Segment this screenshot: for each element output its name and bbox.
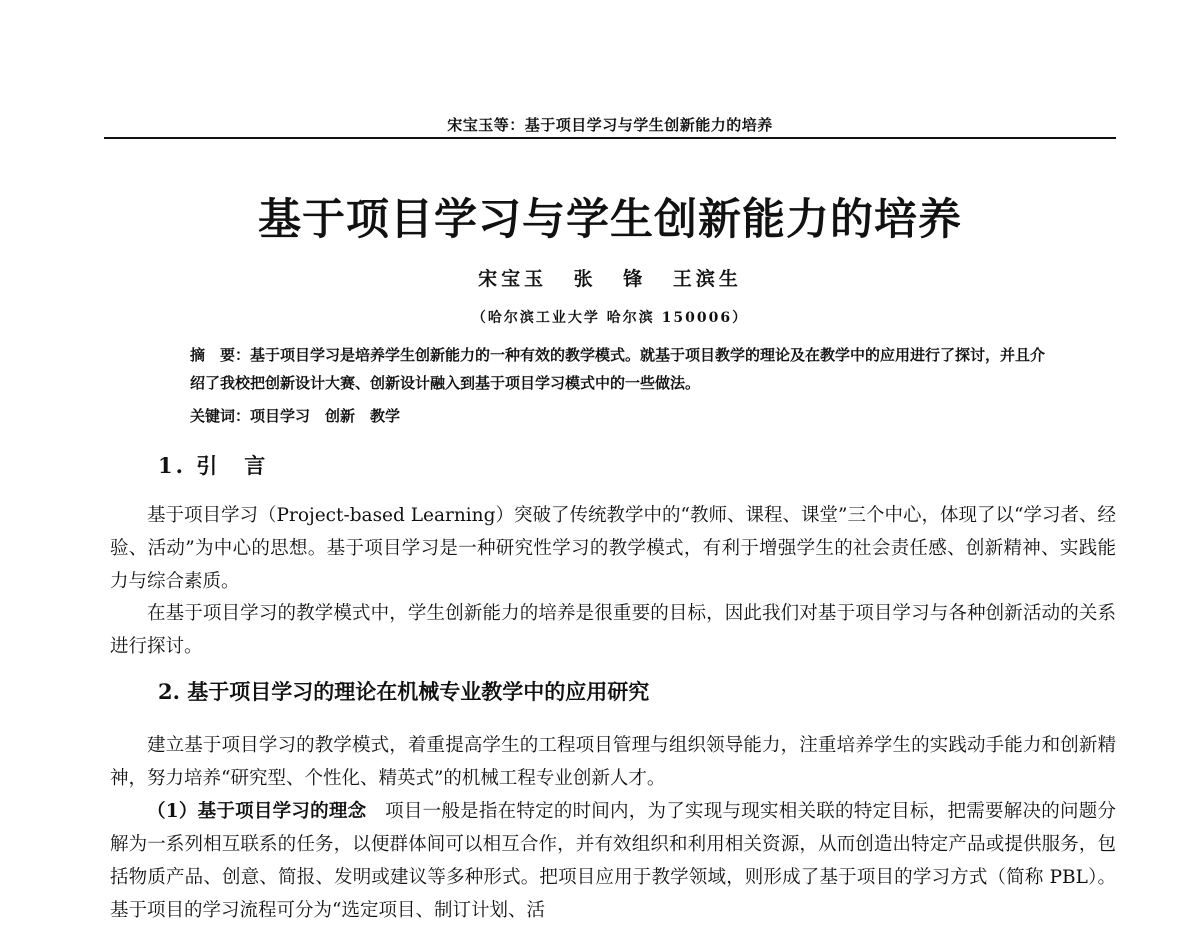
- section-heading-application: 2. 基于项目学习的理论在机械专业教学中的应用研究: [158, 679, 650, 704]
- author-list: 宋宝玉 张 锋 王滨生: [478, 268, 742, 290]
- affiliation: （哈尔滨工业大学 哈尔滨 150006）: [471, 310, 749, 326]
- body-paragraph: 建立基于项目学习的教学模式，着重提高学生的工程项目管理与组织领导能力，注重培养学生的实践动手能力和创新精神，努力培养“研究型、个性化、精英式”的机械工程专业创新人才。: [110, 735, 1116, 789]
- body-paragraph: 在基于项目学习的教学模式中，学生创新能力的培养是很重要的目标，因此我们对基于项目学习与各种创新活动的关系进行探讨。: [110, 603, 1116, 657]
- running-head: 宋宝玉等：基于项目学习与学生创新能力的培养: [447, 116, 773, 134]
- body-paragraph: 基于项目学习（Project-based Learning）突破了传统教学中的“教师、课程、课堂”三个中心，体现了以“学习者、经验、活动”为中心的思想。基于项目学习是一种研究性学习的教学模式，有利于增强学生的社会责任感、创新精神、实践能力与综合素质。: [110, 505, 1116, 592]
- abstract-text: 基于项目学习是培养学生创新能力的一种有效的教学模式。就基于项目教学的理论及在教学中的应用进行了探讨，并且介绍了我校把创新设计大赛、创新设计融入到基于项目学习模式中的一些做法。: [190, 346, 1046, 392]
- subsection-run-in-heading: （1）基于项目学习的理念: [147, 801, 367, 822]
- abstract-label: 摘 要：: [190, 346, 251, 364]
- section-heading-introduction: 1. 引 言: [158, 453, 269, 478]
- subsection-text: 项目一般是指在特定的时间内，为了实现与现实相关联的特定目标，把需要解决的问题分解为一系列相互联系的任务，以便群体间可以相互合作，并有效组织和利用相关资源，从而创造出特定产品或提供服务，包括物质产品、创意、简报、发明或建议等多种形式。把项目应用于教学领域，则形成了基于项目的学习方式（简称 PBL）。基于项目的学习流程可分为“选定项目、制订计划、活: [110, 801, 1116, 921]
- keywords-label: 关键词：: [190, 407, 251, 425]
- keywords-text: 项目学习 创新 教学: [250, 407, 401, 425]
- abstract: [190, 341, 1050, 397]
- subsection-paragraph: [110, 795, 1116, 927]
- header-rule: [104, 137, 1116, 139]
- paper-title: 基于项目学习与学生创新能力的培养: [258, 195, 962, 245]
- keywords: [190, 402, 1050, 430]
